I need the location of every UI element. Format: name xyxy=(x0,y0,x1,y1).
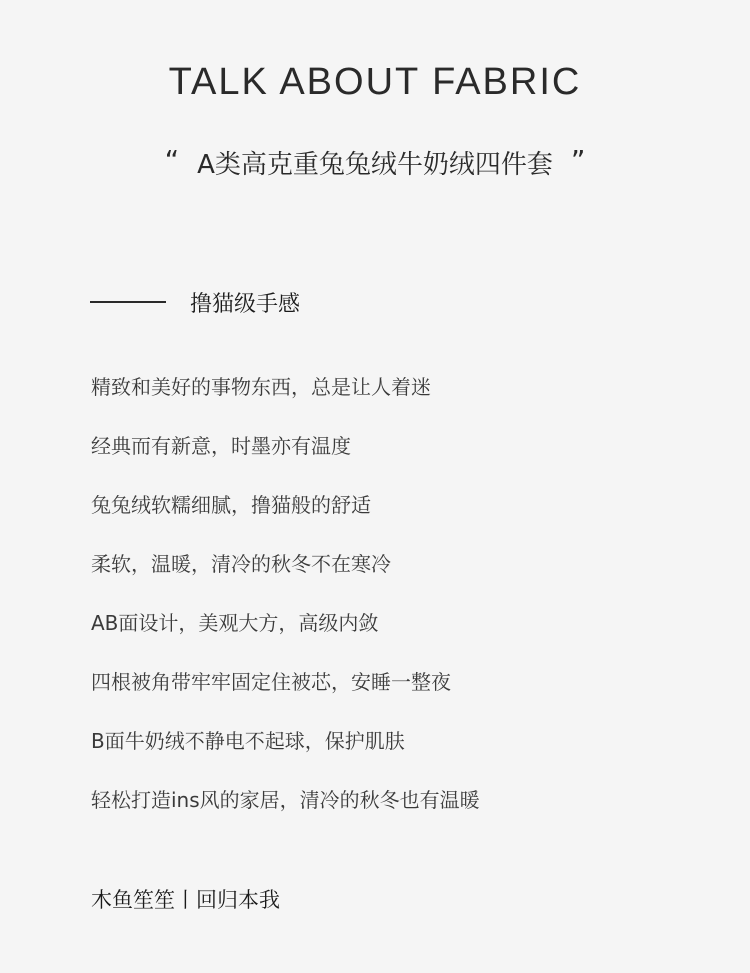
subtitle-text: A类高克重兔兔绒牛奶绒四件套 xyxy=(197,150,553,180)
feature-line: 轻松打造ins风的家居，清冷的秋冬也有温暖 xyxy=(91,788,480,812)
feature-line: 柔软，温暖，清冷的秋冬不在寒冷 xyxy=(91,552,391,576)
heading-rule xyxy=(90,301,166,303)
feature-line: AB面设计，美观大方，高级内敛 xyxy=(91,611,379,635)
page-title: TALK ABOUT FABRIC xyxy=(168,61,582,103)
section-heading xyxy=(90,285,300,319)
feature-list xyxy=(91,370,480,842)
section-heading-text: 撸猫级手感 xyxy=(190,291,301,317)
close-quote: ” xyxy=(570,144,586,177)
feature-line: B面牛奶绒不静电不起球，保护肌肤 xyxy=(91,729,405,753)
feature-line: 经典而有新意，时墨亦有温度 xyxy=(91,434,351,458)
open-quote: “ xyxy=(164,144,180,177)
product-subtitle xyxy=(0,146,750,183)
feature-line: 精致和美好的事物东西，总是让人着迷 xyxy=(91,375,431,399)
feature-line: 兔兔绒软糯细腻，撸猫般的舒适 xyxy=(91,493,371,517)
brand-tagline: 木鱼笙笙丨回归本我 xyxy=(91,888,280,912)
feature-line: 四根被角带牢牢固定住被芯，安睡一整夜 xyxy=(91,670,451,694)
